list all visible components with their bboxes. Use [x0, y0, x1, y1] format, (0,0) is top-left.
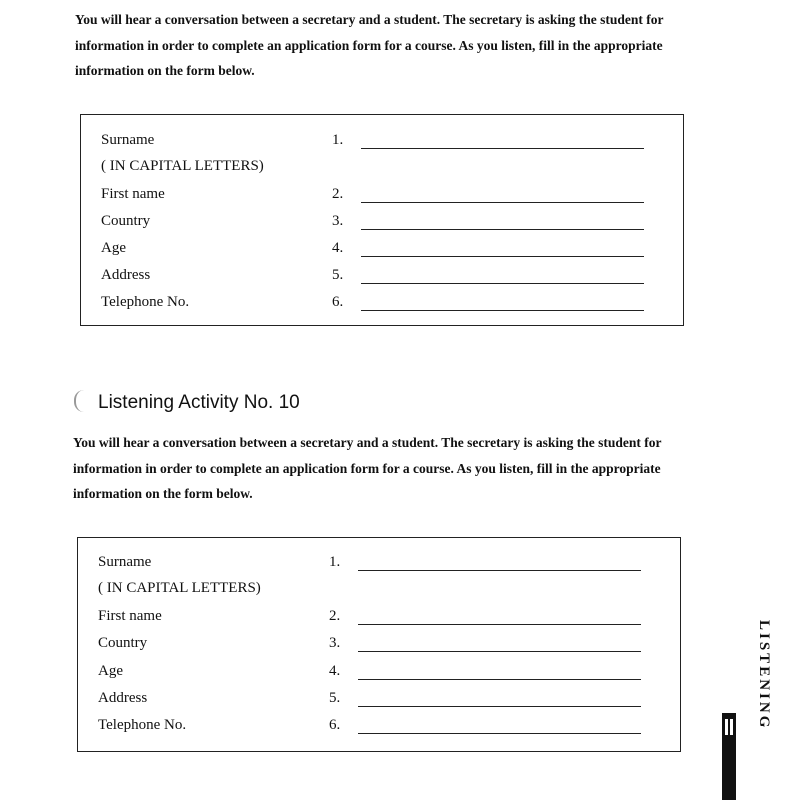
field-number: 5. — [332, 267, 344, 283]
field-note-capital-letters: ( IN CAPITAL LETTERS) — [101, 158, 264, 174]
bracket-mark-icon — [74, 390, 92, 412]
answer-line[interactable] — [361, 256, 644, 257]
field-label-country: Country — [98, 635, 148, 651]
field-number: 2. — [329, 608, 341, 624]
form-row-age — [81, 240, 683, 262]
section-marker-icon — [722, 713, 736, 800]
field-number: 6. — [332, 294, 344, 310]
form-row-telephone — [81, 294, 683, 316]
answer-line[interactable] — [358, 570, 641, 571]
form-row-telephone — [78, 717, 680, 739]
field-number: 1. — [329, 554, 341, 570]
answer-line[interactable] — [361, 283, 644, 284]
field-label-first-name: First name — [98, 608, 162, 624]
answer-line[interactable] — [361, 202, 644, 203]
field-number: 4. — [329, 663, 341, 679]
instructions-paragraph: You will hear a conversation between a secretary and a student. The secretary is asking the student for information in order to complete an application form for a course. As you listen, fill in the appropriate information on the form below. — [75, 12, 664, 78]
field-label-age: Age — [101, 240, 126, 256]
answer-line[interactable] — [358, 706, 641, 707]
form-row-country — [78, 635, 680, 657]
form-row-surname — [81, 132, 683, 154]
form-row-first-name — [81, 186, 683, 208]
answer-line[interactable] — [358, 651, 641, 652]
answer-line[interactable] — [361, 310, 644, 311]
field-label-country: Country — [101, 213, 151, 229]
field-label-address: Address — [101, 267, 151, 283]
field-number: 6. — [329, 717, 341, 733]
side-tab-label: LISTENING — [756, 620, 772, 731]
field-label-age: Age — [98, 663, 123, 679]
application-form — [77, 537, 681, 752]
activity-heading-text: Listening Activity No. 10 — [98, 392, 300, 413]
answer-line[interactable] — [361, 229, 644, 230]
field-label-surname: Surname — [101, 132, 155, 148]
field-number: 2. — [332, 186, 344, 202]
form-row-address — [81, 267, 683, 289]
activity-heading — [74, 390, 300, 414]
field-label-telephone: Telephone No. — [101, 294, 190, 310]
instructions-paragraph: You will hear a conversation between a secretary and a student. The secretary is asking the student for information in order to complete an application form for a course. As you listen, fill in the appropriate information on the form below. — [73, 435, 662, 501]
application-form — [80, 114, 684, 326]
field-number: 4. — [332, 240, 344, 256]
form-row-surname-note — [81, 158, 683, 180]
field-label-telephone: Telephone No. — [98, 717, 187, 733]
answer-line[interactable] — [361, 148, 644, 149]
field-number: 5. — [329, 690, 341, 706]
field-label-first-name: First name — [101, 186, 165, 202]
field-number: 3. — [329, 635, 341, 651]
field-label-surname: Surname — [98, 554, 152, 570]
field-number: 3. — [332, 213, 344, 229]
answer-line[interactable] — [358, 733, 641, 734]
form-row-country — [81, 213, 683, 235]
form-row-first-name — [78, 608, 680, 630]
form-row-surname-note — [78, 580, 680, 602]
field-note-capital-letters: ( IN CAPITAL LETTERS) — [98, 580, 261, 596]
form-row-age — [78, 663, 680, 685]
answer-line[interactable] — [358, 624, 641, 625]
form-row-surname — [78, 554, 680, 576]
field-number: 1. — [332, 132, 344, 148]
answer-line[interactable] — [358, 679, 641, 680]
field-label-address: Address — [98, 690, 148, 706]
form-row-address — [78, 690, 680, 712]
